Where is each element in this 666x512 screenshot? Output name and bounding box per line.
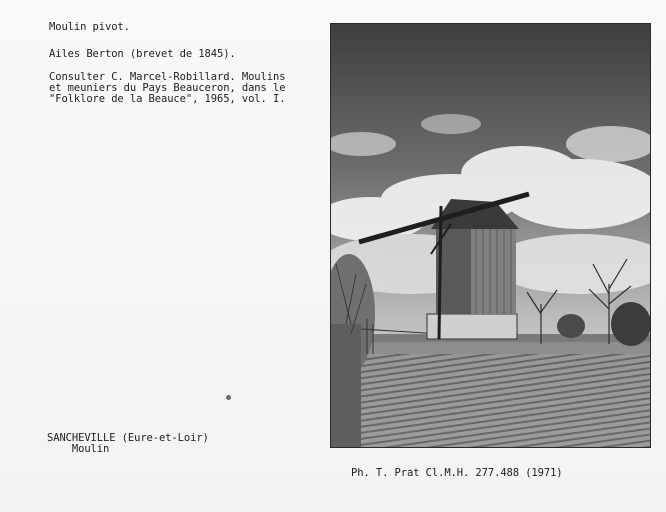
commune-text: SANCHEVILLE (Eure-et-Loir) (47, 432, 209, 444)
reference-line-1: Consulter C. Marcel-Robillard. Moulins (49, 71, 286, 83)
windmill-photo-image (331, 24, 650, 447)
sails-text: Ailes Berton (brevet de 1845). (49, 48, 236, 60)
reference-line-2: et meuniers du Pays Beauceron, dans le (49, 82, 286, 94)
mill-type-text: Moulin pivot. (49, 21, 130, 33)
windmill-photo (330, 23, 651, 448)
object-text: Moulin (47, 443, 110, 455)
photo-credit: Ph. T. Prat Cl.M.H. 277.488 (1971) (351, 467, 563, 479)
reference-line-3: "Folklore de la Beauce", 1965, vol. I. (49, 93, 286, 105)
paper-spot (226, 395, 231, 400)
